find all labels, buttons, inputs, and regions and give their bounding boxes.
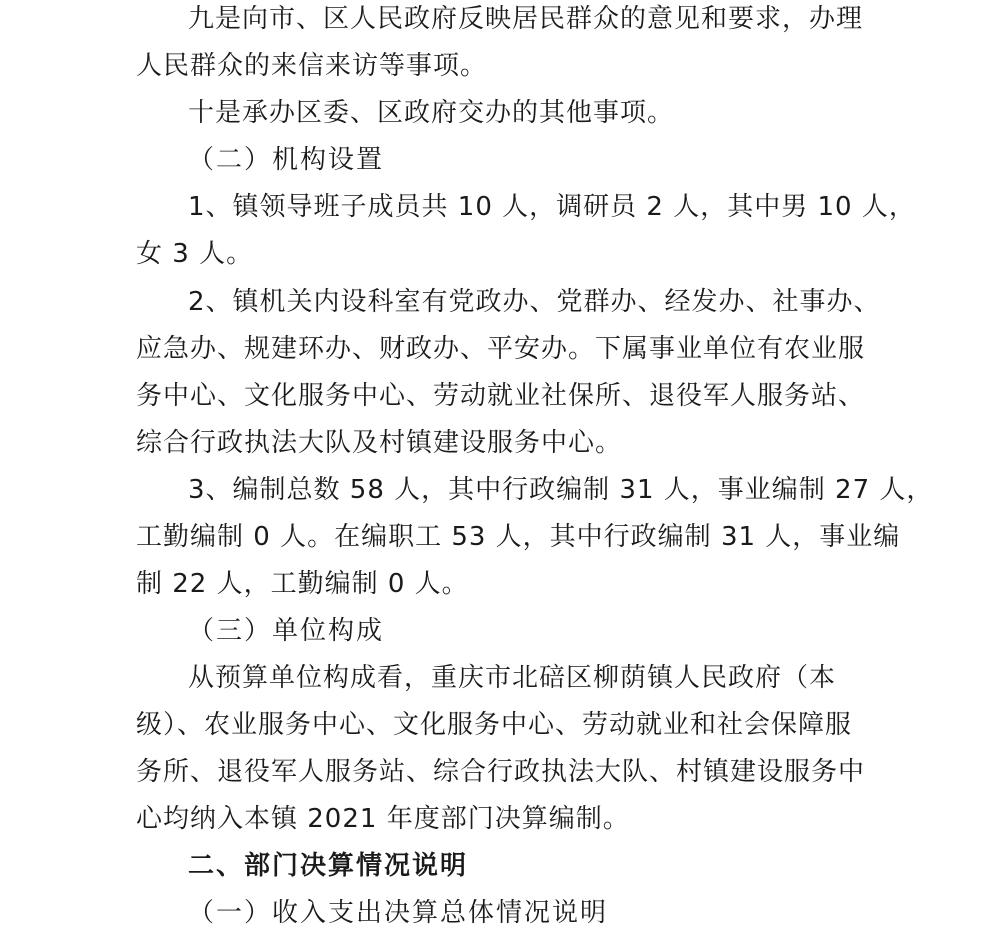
chapter-heading: 二、部门决算情况说明 (188, 851, 469, 881)
paragraph-line: 工勤编制 0 人。在编职工 53 人，其中行政编制 31 人，事业编 (136, 522, 901, 552)
paragraph-line: 务所、退役军人服务站、综合行政执法大队、村镇建设服务中 (136, 757, 866, 787)
paragraph-line: 制 22 人，工勤编制 0 人。 (136, 569, 469, 599)
paragraph-line: 应急办、规建环办、财政办、平安办。下属事业单位有农业服 (136, 334, 866, 364)
paragraph-line: 从预算单位构成看，重庆市北碚区柳荫镇人民政府（本 (188, 663, 837, 693)
section-heading: （三）单位构成 (188, 616, 385, 646)
paragraph-line: 十是承办区委、区政府交办的其他事项。 (188, 98, 675, 128)
paragraph-line: 心均纳入本镇 2021 年度部门决算编制。 (136, 804, 630, 834)
paragraph-line: 2、镇机关内设科室有党政办、党群办、经发办、社事办、 (188, 287, 881, 317)
paragraph-line: 3、编制总数 58 人，其中行政编制 31 人，事业编制 27 人， (188, 475, 934, 505)
section-heading: （一）收入支出决算总体情况说明 (188, 898, 609, 928)
paragraph-line: 女 3 人。 (136, 239, 254, 269)
paragraph-line: 综合行政执法大队及村镇建设服务中心。 (136, 428, 623, 458)
paragraph-line: 务中心、文化服务中心、劳动就业社保所、退役军人服务站、 (136, 381, 866, 411)
paragraph-line: 人民群众的来信来访等事项。 (136, 51, 488, 81)
paragraph-line: 九是向市、区人民政府反映居民群众的意见和要求，办理 (188, 4, 864, 34)
paragraph-line: 1、镇领导班子成员共 10 人，调研员 2 人，其中男 10 人， (188, 192, 916, 222)
section-heading: （二）机构设置 (188, 145, 385, 175)
paragraph-line: 级）、农业服务中心、文化服务中心、劳动就业和社会保障服 (136, 710, 853, 740)
